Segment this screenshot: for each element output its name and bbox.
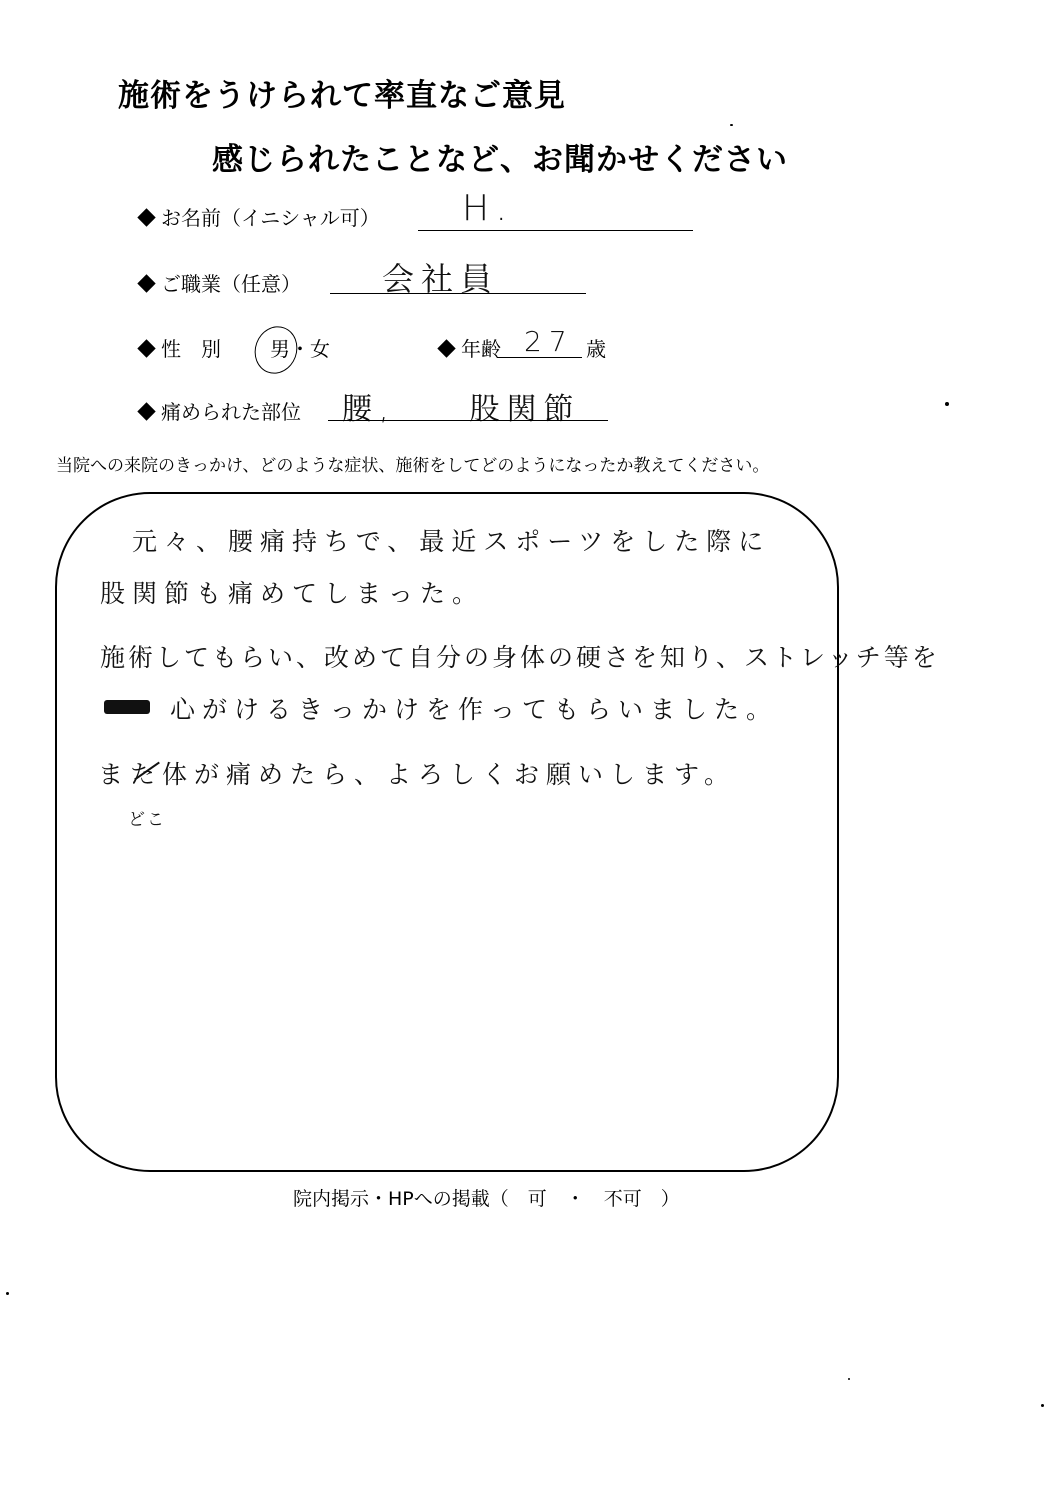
age-label: 年齢 xyxy=(440,333,501,362)
comment-line-5: また体が痛めたら、よろしくお願いします。 xyxy=(98,760,737,789)
title-line-1: 施術をうけられて率直なご意見 xyxy=(118,78,566,114)
occupation-value: 会社員 xyxy=(382,260,500,298)
comment-line-4: 心がけるきっかけを作ってもらいました。 xyxy=(170,695,779,724)
scan-speck xyxy=(848,1378,850,1380)
age-underline xyxy=(497,357,582,358)
area-label: 痛められた部位 xyxy=(140,396,301,425)
name-label: お名前（イニシャル可） xyxy=(140,202,380,231)
gender-selected-circle xyxy=(248,320,304,379)
area-underline xyxy=(328,420,608,421)
gender-options: 男・女 xyxy=(270,337,330,361)
scan-speck xyxy=(730,124,733,126)
age-unit: 歳 xyxy=(586,337,606,361)
occupation-underline xyxy=(330,293,586,294)
scan-speck xyxy=(1041,1404,1044,1407)
area-value: 腰, 股関節 xyxy=(342,392,581,427)
scan-speck xyxy=(6,1292,9,1295)
scribbled-out-mark xyxy=(104,700,150,714)
name-value: H. xyxy=(462,188,514,229)
diamond-bullet-icon xyxy=(137,402,155,420)
name-underline xyxy=(418,230,693,231)
diamond-bullet-icon xyxy=(137,274,155,292)
scan-speck xyxy=(945,402,949,406)
diamond-bullet-icon xyxy=(137,208,155,226)
comment-line-5-note: どこ xyxy=(128,810,166,830)
publish-permission: 院内掲示・HPへの掲載（ 可 ・ 不可 ） xyxy=(293,1188,680,1210)
diamond-bullet-icon xyxy=(137,339,155,357)
diamond-bullet-icon xyxy=(437,339,455,357)
gender-label: 性 別 xyxy=(140,333,221,362)
title-line-2: 感じられたことなど、お聞かせください xyxy=(212,142,788,178)
comment-line-1: 元々、腰痛持ちで、最近スポーツをした際に xyxy=(132,527,771,556)
comment-line-3: 施術してもらい、改めて自分の身体の硬さを知り、ストレッチ等を xyxy=(100,643,940,672)
instruction-text: 当院への来院のきっかけ、どのような症状、施術をしてどのようになったか教えてください。 xyxy=(56,456,770,476)
occupation-label: ご職業（任意） xyxy=(140,268,301,297)
age-value: 27 xyxy=(524,325,574,358)
comment-line-2: 股関節も痛めてしまった。 xyxy=(100,579,485,608)
